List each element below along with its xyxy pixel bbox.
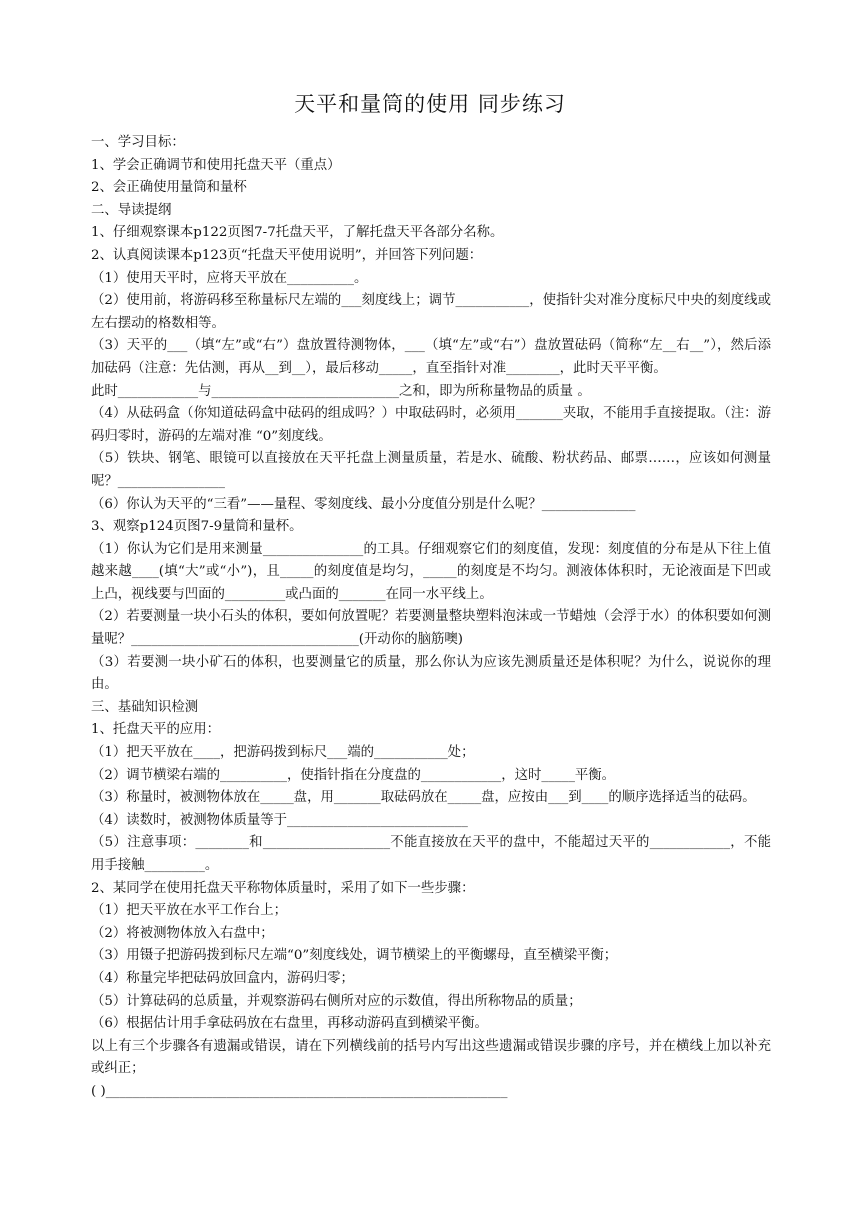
question-line: 此时____________与____________________________之和，即为所称量物品的质量 。	[91, 383, 591, 399]
question-line: （5）铁块、钢笔、眼镜可以直接放在天平托盘上测量质量，若是水、硫酸、粉状药品、邮票……，应该如何测量呢？________________	[91, 451, 771, 489]
worksheet-body	[91, 132, 771, 1104]
text-line: 2、某同学在使用托盘天平称物体质量时，采用了如下一些步骤：	[91, 880, 475, 896]
question-line: （5）注意事项：________和___________________不能直接放在天平的盘中，不能超过天平的____________，不能用手接触_________。	[91, 835, 771, 873]
question-line: （2）调节横梁右端的__________，使指针指在分度盘的____________，这时_____平衡。	[91, 767, 616, 783]
question-line: （6）你认为天平的“三看”——量程、零刻度线、最小分度值分别是什么呢？______________	[91, 496, 636, 512]
question-line: （4）从砝码盒（你知道砝码盒中砝码的组成吗？）中取砝码时，必须用_______夹取，不能用手直接提取。（注：游码归零时，游码的左端对准 “0”刻度线。	[91, 406, 771, 444]
question-line: （1）你认为它们是用来测量_______________的工具。仔细观察它们的刻度值，发现：刻度值的分布是从下往上值越来越____(填“大”或“小”)，且_____的刻度值是均匀，_____的刻度是不均匀。测液体体积时，无论液面是下凹或上凸，视线要与凹面的_________或凸面的_______在同一水平线上。	[91, 541, 771, 602]
step-line: （6）根据估计用手拿砝码放在右盘里，再移动游码直到横梁平衡。	[91, 1016, 488, 1032]
question-line: （2）若要测量一块小石头的体积，要如何放置呢？若要测量整块塑料泡沫或一节蜡烛（会浮于水）的体积要如何测量呢？__________________________________(开动你的脑筋噢)	[91, 609, 771, 648]
section-heading: 一、学习目标：	[91, 135, 185, 150]
text-line: 2、会正确使用量筒和量杯	[91, 180, 247, 196]
text-line: 2、认真阅读课本p123页“托盘天平使用说明”，并回答下列问题：	[91, 247, 483, 263]
section-heading: 二、导读提纲	[91, 202, 172, 218]
text-line: 3、观察p124页图7-9量筒和量杯。	[91, 519, 303, 535]
text-line: 1、学会正确调节和使用托盘天平（重点）	[91, 157, 341, 173]
text-line: 以上有三个步骤各有遗漏或错误，请在下列横线前的括号内写出这些遗漏或错误步骤的序号，并在横线上加以补充或纠正；	[91, 1038, 771, 1077]
question-line: （1）把天平放在____，把游码拨到标尺___端的___________处；	[91, 745, 475, 761]
step-line: （5）计算砝码的总质量，并观察游码右侧所对应的示数值，得出所称物品的质量；	[91, 993, 582, 1009]
text-line: 1、托盘天平的应用：	[91, 722, 221, 738]
step-line: （2）将被测物体放入右盘中；	[91, 925, 274, 941]
question-line: （3）天平的___（填“左”或“右”）盘放置待测物体，___（填“左”或“右”）盘放置砝码（简称“左__右__”），然后添加砝码（注意：先估测，再从__到__），最后移动_____，直至指针对准________，此时天平平衡。	[91, 338, 771, 376]
question-line: （3）若要测一块小矿石的体积，也要测量它的质量，那么你认为应该先测质量还是体积呢？为什么，说说你的理由。	[91, 654, 771, 693]
step-line: （3）用镊子把游码拨到标尺左端“0”刻度线处，调节横梁上的平衡螺母，直至横梁平衡；	[91, 948, 618, 964]
answer-line: ( )____________________________________________________________	[91, 1083, 508, 1099]
step-line: （4）称量完毕把砝码放回盒内，游码归零；	[91, 970, 354, 986]
page-title: 天平和量筒的使用 同步练习	[294, 92, 566, 116]
question-line: （1）使用天平时，应将天平放在__________。	[91, 270, 368, 286]
question-line: （2）使用前，将游码移至称量标尺左端的___刻度线上；调节___________，使指针尖对准分度标尺中央的刻度线或左右摆动的格数相等。	[91, 293, 771, 331]
step-line: （1）把天平放在水平工作台上；	[91, 903, 287, 919]
question-line: （4）读数时，被测物体质量等于___________________________	[91, 812, 468, 828]
section-heading: 三、基础知识检测	[91, 699, 199, 715]
text-line: 1、仔细观察课本p122页图7-7托盘天平，了解托盘天平各部分名称。	[91, 225, 504, 241]
question-line: （3）称量时，被测物体放在_____盘，用_______取砝码放在_____盘，应按由___到____的顺序选择适当的砝码。	[91, 790, 756, 806]
